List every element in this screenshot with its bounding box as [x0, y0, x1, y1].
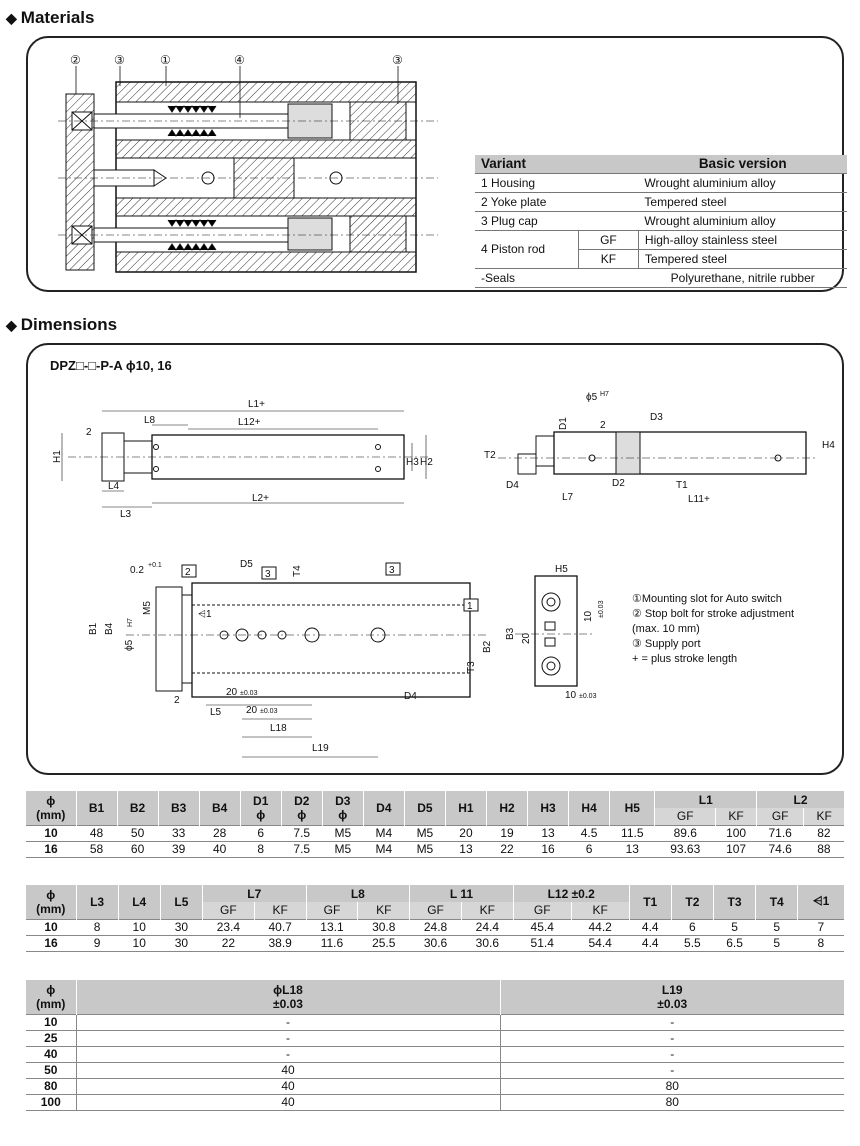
table-cell: 20 [445, 825, 486, 841]
table-cell: M5 [322, 841, 363, 857]
table-cell: 7.5 [281, 825, 322, 841]
legend-item: (max. 10 mm) [632, 623, 700, 635]
label-H1: H1 [52, 450, 63, 463]
label-T3: T3 [466, 661, 477, 673]
table-row [26, 1030, 844, 1046]
table-cell: 6 [671, 919, 713, 935]
label-2b: 2 [174, 695, 180, 706]
label-2-top: 2 [600, 420, 606, 431]
table-cell: M5 [404, 841, 445, 857]
side-view-right-drawing [478, 388, 838, 518]
table-cell: 40 [199, 841, 240, 857]
material-cell: Wrought aluminium alloy [638, 211, 847, 230]
table-cell: 25.5 [358, 935, 410, 951]
table-cell: 60 [117, 841, 158, 857]
label-B4: B4 [104, 622, 115, 635]
label-20c: 20 [521, 632, 532, 644]
row-header-cell: 50 [26, 1062, 76, 1078]
table-cell: M5 [404, 825, 445, 841]
subheader-cell: GF [655, 808, 716, 825]
table-cell: 39 [158, 841, 199, 857]
table-cell: 100 [716, 825, 757, 841]
dimension-table-3 [26, 980, 844, 1111]
materials-table-header [475, 155, 847, 173]
materials-table [475, 155, 847, 288]
header-cell: T4 [756, 885, 798, 919]
table-row [475, 268, 847, 287]
table-cell: 28 [199, 825, 240, 841]
table-cell: 93.63 [655, 841, 716, 857]
header-cell: ϕL18 ±0.03 [76, 980, 500, 1014]
header-cell: H2 [486, 791, 527, 825]
table-cell: 5 [756, 919, 798, 935]
row-header-cell: 25 [26, 1030, 76, 1046]
table-cell: M4 [363, 841, 404, 857]
material-cell: Polyurethane, nitrile rubber [638, 268, 847, 287]
table-cell: 74.6 [757, 841, 804, 857]
label-tol-b: ±0.03 [260, 708, 278, 715]
material-cell: High-alloy stainless steel [638, 230, 847, 249]
header-cell: ϕ (mm) [26, 885, 76, 919]
table-cell: 44.2 [571, 919, 629, 935]
label-D5: D5 [240, 559, 253, 570]
label-D4: D4 [506, 480, 519, 491]
table-cell: 71.6 [757, 825, 804, 841]
label-slot1: ⩤1 [198, 609, 212, 620]
table-cell: 30.8 [358, 919, 410, 935]
header-cell: L4 [118, 885, 160, 919]
table-row [26, 1046, 844, 1062]
table-row [475, 192, 847, 211]
table-cell: - [76, 1030, 500, 1046]
label-H4: H4 [822, 440, 835, 451]
table-cell: M4 [363, 825, 404, 841]
subheader-cell: GF [410, 902, 462, 919]
table-cell: - [500, 1046, 844, 1062]
table-cell: 22 [202, 935, 254, 951]
label-T2: T2 [484, 450, 496, 461]
table-cell: 7.5 [281, 841, 322, 857]
table-cell: - [500, 1014, 844, 1030]
variant-cell: 1 Housing [475, 173, 578, 192]
label-H3: H3 [406, 457, 419, 468]
table-cell: 89.6 [655, 825, 716, 841]
label-L18: L18 [270, 723, 287, 734]
header-cell: L 11 [410, 885, 514, 902]
label-B3: B3 [505, 627, 516, 640]
label-10b: 10 [565, 690, 577, 701]
sub-cell: GF [578, 230, 638, 249]
table-cell: - [76, 1046, 500, 1062]
label-D4b: D4 [404, 691, 417, 702]
table-row [475, 173, 847, 192]
table-cell: 19 [486, 825, 527, 841]
table-cell: 30 [160, 935, 202, 951]
materials-title: Materials [20, 8, 95, 27]
label-L12: L12+ [238, 417, 261, 428]
dimension-table-2 [26, 885, 844, 952]
header-cell: L8 [306, 885, 410, 902]
row-header-cell: 40 [26, 1046, 76, 1062]
row-header-cell: 80 [26, 1078, 76, 1094]
row-header-cell: 10 [26, 1014, 76, 1030]
header-cell: T1 [629, 885, 671, 919]
variant-cell: 4 Piston rod [475, 230, 578, 268]
material-cell: Wrought aluminium alloy [638, 173, 847, 192]
label-box-3: 3 [265, 569, 271, 580]
dimension-table-1 [26, 791, 844, 858]
table-row [26, 935, 844, 951]
table-cell: 50 [117, 825, 158, 841]
header-cell: D5 [404, 791, 445, 825]
table-row [475, 211, 847, 230]
table-cell: 8 [798, 935, 844, 951]
table-cell: 24.4 [461, 919, 513, 935]
table-cell: 13.1 [306, 919, 358, 935]
label-H5: H5 [555, 564, 568, 575]
label-10a: 10 [583, 610, 594, 622]
top-view-drawing [86, 555, 506, 760]
label-tol-c: ±0.03 [598, 600, 605, 618]
label-L2: L2+ [252, 493, 269, 504]
table-cell: 9 [76, 935, 118, 951]
header-cell: ⩤1 [798, 885, 844, 919]
header-cell: ϕ (mm) [26, 980, 76, 1014]
label-20a: 20 [226, 687, 238, 698]
variant-cell: 2 Yoke plate [475, 192, 578, 211]
table-row [26, 841, 844, 857]
header-cell: H3 [528, 791, 569, 825]
header-cell: H1 [445, 791, 486, 825]
legend-item: + = plus stroke length [632, 653, 738, 665]
table-cell: 10 [118, 919, 160, 935]
label-L19: L19 [312, 743, 329, 754]
label-tol-a: ±0.03 [240, 690, 258, 697]
legend-item: ③ Supply port [632, 638, 701, 650]
table-cell: 107 [716, 841, 757, 857]
header-cell: T2 [671, 885, 713, 919]
header-cell: H5 [610, 791, 655, 825]
label-L11: L11+ [688, 494, 710, 505]
table-cell: 6 [569, 841, 610, 857]
table-cell: 51.4 [513, 935, 571, 951]
dimensions-heading [6, 315, 117, 335]
label-phi5: ϕ5 [586, 392, 598, 403]
subheader-cell: GF [513, 902, 571, 919]
header-cell: D4 [363, 791, 404, 825]
table-cell: 13 [610, 841, 655, 857]
header-cell: L5 [160, 885, 202, 919]
table-cell: 88 [804, 841, 844, 857]
table-cell: 40.7 [254, 919, 306, 935]
table-cell: 8 [76, 919, 118, 935]
table-cell: 40 [76, 1062, 500, 1078]
table-cell: 24.8 [410, 919, 462, 935]
label-2: 2 [86, 427, 92, 438]
header-cell: D3 ϕ [322, 791, 363, 825]
label-box-2: 2 [185, 567, 191, 578]
materials-section-drawing [58, 52, 448, 277]
material-cell: Tempered steel [638, 249, 847, 268]
header-cell: L1 [655, 791, 757, 808]
label-phi5b: ϕ5 [124, 639, 135, 651]
subheader-cell: KF [804, 808, 844, 825]
model-title: DPZ□-□-P-A ϕ10, 16 [50, 358, 172, 373]
table-cell: - [500, 1062, 844, 1078]
header-cell: L7 [202, 885, 306, 902]
subheader-cell: KF [571, 902, 629, 919]
table-cell: 40 [76, 1094, 500, 1110]
table-cell: 82 [804, 825, 844, 841]
table-cell: 4.5 [569, 825, 610, 841]
sub-cell [578, 211, 638, 230]
variant-cell: 3 Plug cap [475, 211, 578, 230]
table-cell: 6.5 [713, 935, 755, 951]
header-cell: L12 ±0.2 [513, 885, 629, 902]
header-cell: H4 [569, 791, 610, 825]
materials-heading [6, 8, 94, 28]
legend-item: ①Mounting slot for Auto switch [632, 593, 782, 605]
header-variant: Variant [475, 155, 638, 173]
callout-yoke-plate: ② [70, 53, 81, 67]
variant-cell: -Seals [475, 268, 578, 287]
callout-piston-rod: ④ [234, 53, 245, 67]
table-cell: 38.9 [254, 935, 306, 951]
table-cell: 40 [76, 1078, 500, 1094]
sub-cell [578, 192, 638, 211]
table-cell: 45.4 [513, 919, 571, 935]
table-row [26, 825, 844, 841]
side-view-drawing [48, 395, 448, 520]
callout-housing: ① [160, 53, 171, 67]
label-D2: D2 [612, 478, 625, 489]
sub-cell [578, 268, 638, 287]
material-cell: Tempered steel [638, 192, 847, 211]
table-row [475, 230, 847, 249]
label-T1: T1 [676, 480, 688, 491]
header-cell: L2 [757, 791, 844, 808]
header-cell: B2 [117, 791, 158, 825]
table-cell: 6 [240, 825, 281, 841]
row-header-cell: 10 [26, 825, 76, 841]
label-20b: 20 [246, 705, 258, 716]
row-header-cell: 16 [26, 935, 76, 951]
row-header-cell: 16 [26, 841, 76, 857]
label-0-2: 0.2 [130, 565, 144, 576]
table-row [26, 1014, 844, 1030]
table-row [26, 919, 844, 935]
table-cell: 11.6 [306, 935, 358, 951]
diamond-icon: ◆ [6, 316, 17, 333]
subheader-cell: GF [757, 808, 804, 825]
header-cell: D1 ϕ [240, 791, 281, 825]
table-cell: 48 [76, 825, 117, 841]
table-cell: 23.4 [202, 919, 254, 935]
legend-item: ② Stop bolt for stroke adjustment [632, 608, 795, 620]
label-L8: L8 [144, 415, 156, 426]
end-view-drawing [495, 562, 615, 702]
table-cell: 13 [445, 841, 486, 857]
label-L5: L5 [210, 707, 222, 718]
table-row [26, 1062, 844, 1078]
label-M5: M5 [142, 601, 153, 615]
subheader-cell: KF [254, 902, 306, 919]
table-cell: 7 [798, 919, 844, 935]
label-D1: D1 [558, 417, 569, 430]
header-cell: L19 ±0.03 [500, 980, 844, 1014]
table-cell: 16 [528, 841, 569, 857]
table-cell: - [76, 1014, 500, 1030]
label-tol-d: ±0.03 [579, 693, 597, 700]
table-cell: 80 [500, 1078, 844, 1094]
label-L4: L4 [108, 481, 120, 492]
table-cell: M5 [322, 825, 363, 841]
table-cell: 5 [756, 935, 798, 951]
label-L1: L1+ [248, 399, 265, 410]
materials-panel [26, 36, 844, 292]
header-cell: B1 [76, 791, 117, 825]
callout-plug-cap-right: ③ [392, 53, 403, 67]
sub-cell [578, 173, 638, 192]
dimensions-title: Dimensions [20, 315, 118, 334]
table-cell: 58 [76, 841, 117, 857]
table-row [26, 1094, 844, 1110]
table-cell: 5.5 [671, 935, 713, 951]
table-cell: 22 [486, 841, 527, 857]
label-B2: B2 [482, 640, 493, 653]
callout-plug-cap-left: ③ [114, 53, 125, 67]
header-cell: B3 [158, 791, 199, 825]
label-D3: D3 [650, 412, 663, 423]
table-cell: 30.6 [410, 935, 462, 951]
header-cell: T3 [713, 885, 755, 919]
label-box-3b: 3 [389, 565, 395, 576]
sub-cell: KF [578, 249, 638, 268]
table-cell: 8 [240, 841, 281, 857]
row-header-cell: 10 [26, 919, 76, 935]
label-H2: H2 [420, 457, 433, 468]
table-cell: 30.6 [461, 935, 513, 951]
table-row [26, 1078, 844, 1094]
label-B1: B1 [88, 622, 99, 635]
header-basic-version: Basic version [638, 155, 847, 173]
table-cell: 30 [160, 919, 202, 935]
table-cell: 54.4 [571, 935, 629, 951]
table-cell: - [500, 1030, 844, 1046]
label-L3: L3 [120, 509, 132, 520]
subheader-cell: GF [306, 902, 358, 919]
header-cell: L3 [76, 885, 118, 919]
header-cell: B4 [199, 791, 240, 825]
header-cell: ϕ (mm) [26, 791, 76, 825]
subheader-cell: KF [358, 902, 410, 919]
legend [632, 592, 794, 667]
label-plus-0-1: +0.1 [148, 562, 162, 569]
table-cell: 80 [500, 1094, 844, 1110]
subheader-cell: KF [461, 902, 513, 919]
table-cell: 4.4 [629, 919, 671, 935]
table-cell: 5 [713, 919, 755, 935]
row-header-cell: 100 [26, 1094, 76, 1110]
table-cell: 11.5 [610, 825, 655, 841]
header-cell: D2 ϕ [281, 791, 322, 825]
label-T4: T4 [292, 565, 303, 577]
table-cell: 33 [158, 825, 199, 841]
label-H7b: H7 [127, 618, 134, 627]
table-cell: 4.4 [629, 935, 671, 951]
label-H7: H7 [600, 391, 609, 398]
table-cell: 13 [528, 825, 569, 841]
subheader-cell: KF [716, 808, 757, 825]
label-box-1: 1 [467, 601, 473, 612]
label-L7: L7 [562, 492, 574, 503]
subheader-cell: GF [202, 902, 254, 919]
table-cell: 10 [118, 935, 160, 951]
diamond-icon: ◆ [6, 9, 17, 26]
